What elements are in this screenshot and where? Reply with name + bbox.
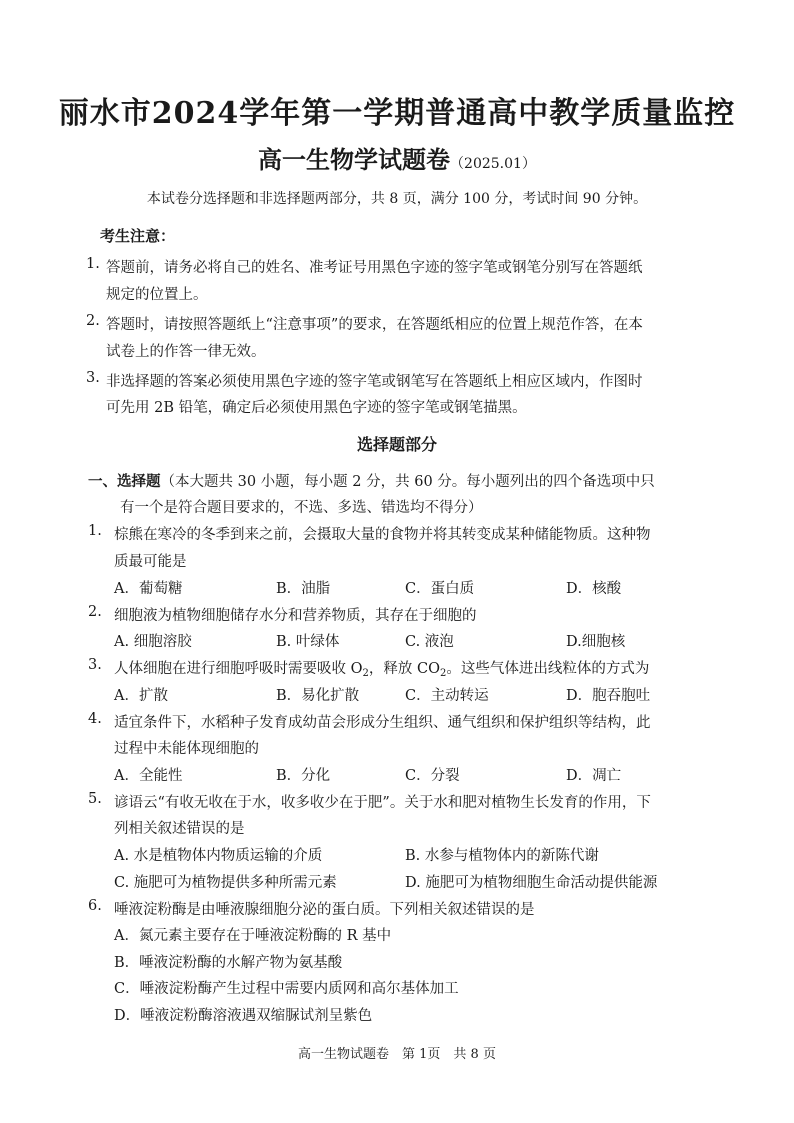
- q3-option-b: B．易化扩散: [276, 688, 360, 704]
- q4-num: 4.: [88, 711, 102, 727]
- q2-option-c: C. 液泡: [405, 634, 454, 650]
- q6-num: 6.: [88, 898, 102, 914]
- q1-option-d: D．核酸: [566, 581, 622, 597]
- q3-sub-o2: 2: [362, 668, 369, 679]
- q3-option-d: D．胞吞胞吐: [566, 688, 651, 704]
- part1-label: 一、选择题: [88, 474, 161, 490]
- page-footer: 高一生物试题卷 第 1页 共 8 页: [298, 1047, 496, 1062]
- q4-option-b: B．分化: [276, 768, 331, 784]
- q5-option-c: C. 施肥可为植物提供多种所需元素: [114, 875, 337, 891]
- q6-option-d: D．唾液淀粉酶溶液遇双缩脲试剂呈紫色: [114, 1008, 373, 1024]
- q5-stem-line2: 列相关叙述错误的是: [114, 821, 245, 837]
- q1-num: 1.: [88, 523, 102, 539]
- q6-option-c: C．唾液淀粉酶产生过程中需要内质网和高尔基体加工: [114, 981, 459, 997]
- q1-option-c: C．蛋白质: [405, 581, 475, 597]
- exam-date: （2025.01）: [450, 156, 536, 172]
- q1-option-b: B．油脂: [276, 581, 331, 597]
- q2-option-a: A. 细胞溶胶: [114, 634, 192, 650]
- notice-2-line1: 答题时，请按照答题纸上“注意事项”的要求，在答题纸相应的位置上规范作答，在本: [106, 317, 643, 333]
- q5-option-b: B. 水参与植物体内的新陈代谢: [405, 848, 599, 864]
- q5-option-d: D. 施肥可为植物细胞生命活动提供能源: [405, 875, 658, 891]
- notice-3-line1: 非选择题的答案必须使用黑色字迹的签字笔或钢笔写在答题纸上相应区域内，作图时: [106, 374, 643, 390]
- notice-heading: 考生注意：: [100, 227, 176, 245]
- exam-subtitle: [0, 140, 794, 175]
- q1-option-a: A．葡萄糖: [114, 581, 183, 597]
- part1-desc1: （本大题共 30 小题，每小题 2 分，共 60 分。每小题列出的四个备选项中只: [160, 474, 655, 490]
- q3-option-a: A．扩散: [114, 688, 168, 704]
- subtitle-text: 高一生物学试题卷: [258, 146, 451, 174]
- q6-option-a: A．氮元素主要存在于唾液淀粉酶的 R 基中: [114, 928, 392, 944]
- q3-num: 3.: [88, 657, 102, 673]
- part1-heading: [88, 470, 655, 491]
- q3-stem: [114, 657, 649, 678]
- q3-stem-c: 。这些气体进出线粒体的方式为: [446, 661, 650, 677]
- q5-stem-line1: 谚语云“有收无收在于水，收多收少在于肥”。关于水和肥对植物生长发育的作用，下: [114, 795, 651, 811]
- q1-stem-line2: 质最可能是: [114, 554, 187, 570]
- q5-num: 5.: [88, 791, 102, 807]
- q3-stem-b: ，释放 CO: [368, 661, 440, 677]
- part1-desc2: 有一个是符合题目要求的，不选、多选、错选均不得分）: [120, 500, 483, 516]
- notice-2-line2: 试卷上的作答一律无效。: [106, 344, 266, 360]
- q6-stem: 唾液淀粉酶是由唾液腺细胞分泌的蛋白质。下列相关叙述错误的是: [114, 902, 535, 918]
- q3-option-c: C．主动转运: [405, 688, 489, 704]
- q4-option-c: C．分裂: [405, 768, 460, 784]
- q2-option-b: B. 叶绿体: [276, 634, 340, 650]
- notice-3-num: 3.: [86, 370, 100, 386]
- q3-stem-a: 人体细胞在进行细胞呼吸时需要吸收 O: [114, 661, 363, 677]
- q4-stem-line1: 适宜条件下，水稻种子发育成幼苗会形成分生组织、通气组织和保护组织等结构，此: [114, 715, 651, 731]
- q5-option-a: A. 水是植物体内物质运输的介质: [114, 848, 323, 864]
- notice-3-line2: 可先用 2B 铅笔，确定后必须使用黑色字迹的签字笔或钢笔描黑。: [106, 400, 527, 416]
- exam-intro: 本试卷分选择题和非选择题两部分，共 8 页，满分 100 分，考试时间 90 分钟。: [146, 191, 648, 207]
- q4-option-a: A．全能性: [114, 768, 183, 784]
- notice-2-num: 2.: [86, 313, 100, 329]
- exam-title: 丽水市2024学年第一学期普通高中教学质量监控: [58, 96, 736, 131]
- q3-sub-co2: 2: [439, 668, 447, 679]
- q6-option-b: B．唾液淀粉酶的水解产物为氨基酸: [114, 955, 343, 971]
- notice-1-line2: 规定的位置上。: [106, 287, 208, 303]
- q2-option-d: D.细胞核: [566, 634, 626, 650]
- notice-1-line1: 答题前，请务必将自己的姓名、准考证号用黑色字迹的签字笔或钢笔分别写在答题纸: [106, 260, 643, 276]
- notice-1-num: 1.: [86, 256, 100, 272]
- q2-stem: 细胞液为植物细胞储存水分和营养物质，其存在于细胞的: [114, 608, 477, 624]
- section-title: 选择题部分: [356, 435, 437, 454]
- q4-option-d: D．凋亡: [566, 768, 622, 784]
- q1-stem-line1: 棕熊在寒冷的冬季到来之前，会摄取大量的食物并将其转变成某种储能物质。这种物: [114, 527, 651, 543]
- q4-stem-line2: 过程中未能体现细胞的: [114, 741, 259, 757]
- q2-num: 2.: [88, 604, 102, 620]
